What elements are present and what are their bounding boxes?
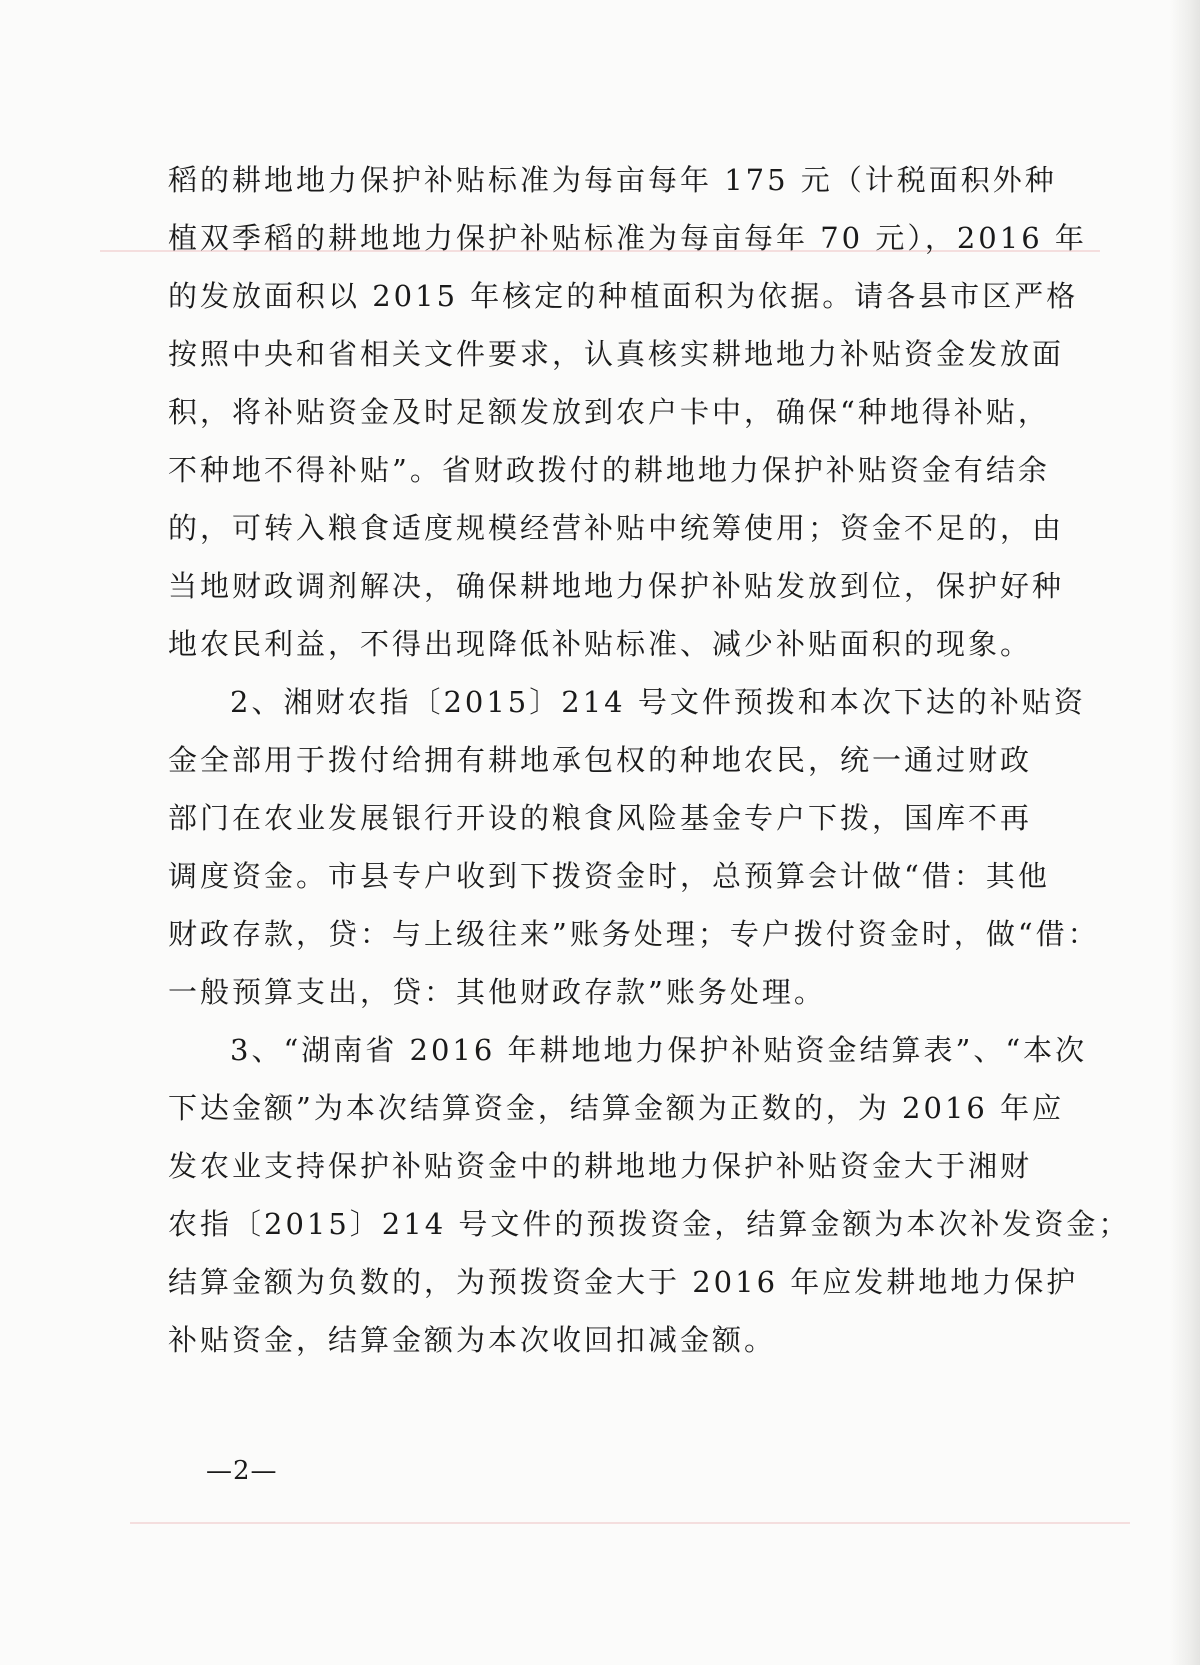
text-line: 3、“湖南省 2016 年耕地地力保护补贴资金结算表”、“本次 [230,1033,1088,1067]
text-line: 植双季稻的耕地地力保护补贴标准为每亩每年 70 元），2016 年 [168,221,1087,255]
text-line: 的发放面积以 2015 年核定的种植面积为依据。请各县市区严格 [168,279,1079,313]
text-line: 积，将补贴资金及时足额发放到农户卡中，确保“种地得补贴， [168,395,1050,429]
text-line: 发农业支持保护补贴资金中的耕地地力保护补贴资金大于湘财 [168,1149,1033,1183]
text-line: 部门在农业发展银行开设的粮食风险基金专户下拨，国库不再 [168,801,1033,835]
text-line: 不种地不得补贴”。省财政拨付的耕地地力保护补贴资金有结余 [168,453,1050,487]
text-line: 农指〔2015〕214 号文件的预拨资金，结算金额为本次补发资金； [168,1207,1131,1241]
text-line: 当地财政调剂解决，确保耕地地力保护补贴发放到位，保护好种 [168,569,1065,603]
text-line: 金全部用于拨付给拥有耕地承包权的种地农民，统一通过财政 [168,743,1033,777]
text-line: 结算金额为负数的，为预拨资金大于 2016 年应发耕地地力保护 [168,1265,1079,1299]
text-line: 一般预算支出，贷：其他财政存款”账务处理。 [168,975,826,1009]
bottom-rule [130,1522,1130,1524]
text-line: 财政存款，贷：与上级往来”账务处理；专户拨付资金时，做“借： [168,917,1100,951]
text-line: 地农民利益，不得出现降低补贴标准、减少补贴面积的现象。 [168,627,1033,661]
page-number: —2— [206,1456,278,1486]
text-line: 2、湘财农指〔2015〕214 号文件预拨和本次下达的补贴资 [230,685,1086,719]
page-edge-shadow [1170,0,1200,1665]
text-line: 调度资金。市县专户收到下拨资金时，总预算会计做“借：其他 [168,859,1050,893]
text-line: 补贴资金，结算金额为本次收回扣减金额。 [168,1323,777,1357]
text-line: 下达金额”为本次结算资金，结算金额为正数的，为 2016 年应 [168,1091,1065,1125]
text-line: 的，可转入粮食适度规模经营补贴中统筹使用；资金不足的，由 [168,511,1065,545]
text-line: 按照中央和省相关文件要求，认真核实耕地地力补贴资金发放面 [168,337,1065,371]
text-line: 稻的耕地地力保护补贴标准为每亩每年 175 元（计税面积外种 [168,163,1057,197]
